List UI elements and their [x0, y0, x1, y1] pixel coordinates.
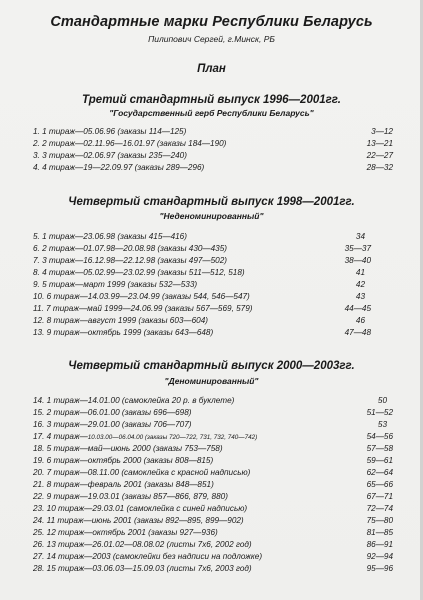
item-text: 19. 6 тираж—октябрь 2000 (заказы 808—815) — [33, 456, 214, 465]
page-range: 65—66 — [366, 480, 393, 489]
page-range: 44—45 — [344, 304, 371, 313]
item-text: 14. 1 тираж—14.01.00 (самоклейка 20 р. в буклете) — [33, 396, 235, 405]
list-item — [33, 279, 393, 290]
item-text: 9. 5 тираж—март 1999 (заказы 532—533) — [33, 280, 198, 289]
page-range: 34 — [355, 232, 365, 241]
item-text: 23. 10 тираж—29.03.01 (самоклейка с синей надписью) — [33, 504, 248, 513]
item-text: 11. 7 тираж—май 1999—24.06.99 (заказы 567—569, 579) — [33, 304, 253, 313]
page-range: 53 — [377, 420, 387, 429]
list-item — [33, 395, 393, 406]
item-text: 3. 3 тираж—02.06.97 (заказы 235—240) — [33, 151, 187, 160]
list-item — [33, 527, 393, 538]
page-range: 42 — [355, 280, 365, 289]
list-item — [33, 303, 393, 314]
list-item — [33, 138, 393, 149]
page-range: 92—94 — [366, 552, 393, 561]
item-detail: 10.03.00—06.04.00 (заказы 720—722, 731, 732, 740—742) — [87, 434, 258, 441]
list-item — [33, 150, 393, 161]
list-item — [33, 327, 393, 338]
section-2-subtitle: "Неденоминированный" — [159, 211, 264, 221]
list-item — [33, 467, 393, 478]
section-3-subtitle: "Деноминированный" — [164, 376, 259, 386]
item-text: 28. 15 тираж—03.06.03—15.09.03 (листы 7х6, 2003 год) — [33, 564, 252, 573]
list-item — [33, 431, 393, 442]
list-item — [33, 291, 393, 302]
page-range: 67—71 — [366, 492, 393, 501]
item-text: 12. 8 тираж—август 1999 (заказы 603—604) — [33, 316, 208, 325]
list-item — [33, 255, 393, 266]
item-text: 2. 2 тираж—02.11.96—16.01.97 (заказы 184—190) — [33, 139, 227, 148]
item-text: 16. 3 тираж—29.01.00 (заказы 706—707) — [33, 420, 192, 429]
page-range: 51—52 — [366, 408, 393, 417]
page-range: 46 — [355, 316, 365, 325]
page-range: 95—96 — [366, 564, 393, 573]
item-text: 10. 6 тираж—14.03.99—23.04.99 (заказы 544, 546—547) — [33, 292, 250, 301]
page-range: 13—21 — [366, 139, 393, 148]
page-range: 47—48 — [344, 328, 371, 337]
item-text: 27. 14 тираж—2003 (самоклейки без надписи на подложке) — [33, 552, 263, 561]
page-range: 57—58 — [366, 444, 393, 453]
plan-heading: План — [197, 63, 226, 75]
page-range: 72—74 — [366, 504, 393, 513]
page-range: 54—56 — [366, 432, 393, 441]
item-text: 17. 4 тираж—10.03.00—06.04.00 (заказы 720—722, 731, 732, 740—742) — [33, 432, 258, 441]
list-item — [33, 479, 393, 490]
page-range: 41 — [355, 268, 365, 277]
item-text: 4. 4 тираж—19—22.09.97 (заказы 289—296) — [33, 163, 205, 172]
item-text: 6. 2 тираж—01.07.98—20.08.98 (заказы 430—435) — [33, 244, 228, 253]
page-range: 75—80 — [366, 516, 393, 525]
item-text: 22. 9 тираж—19.03.01 (заказы 857—866, 879, 880) — [33, 492, 228, 501]
page-range: 50 — [377, 396, 387, 405]
item-text: 25. 12 тираж—октябрь 2001 (заказы 927—936) — [33, 528, 218, 537]
section-3-title: Четвертый стандартный выпуск 2000—2003гг. — [68, 360, 355, 372]
item-text: 26. 13 тираж—26.01.02—08.08.02 (листы 7х6, 2002 год) — [33, 540, 252, 549]
page-range: 38—40 — [344, 256, 371, 265]
page-range: 62—64 — [366, 468, 393, 477]
list-item — [33, 491, 393, 502]
page-range: 3—12 — [371, 127, 393, 136]
list-item — [33, 231, 393, 242]
page-title: Стандартные марки Республики Беларусь — [50, 14, 373, 30]
page-range: 35—37 — [344, 244, 371, 253]
page-range: 86—91 — [366, 540, 393, 549]
item-text: 24. 11 тираж—июнь 2001 (заказы 892—895, 899—902) — [33, 516, 244, 525]
page-range: 43 — [355, 292, 365, 301]
list-item — [33, 267, 393, 278]
list-item — [33, 419, 393, 430]
item-text: 18. 5 тираж—май—июнь 2000 (заказы 753—758) — [33, 444, 223, 453]
page-range: 81—85 — [366, 528, 393, 537]
list-item — [33, 126, 393, 137]
section-2-title: Четвертый стандартный выпуск 1998—2001гг. — [68, 196, 355, 208]
list-item — [33, 551, 393, 562]
page-range: 59—61 — [366, 456, 393, 465]
list-item — [33, 162, 393, 173]
section-1-title: Третий стандартный выпуск 1996—2001гг. — [82, 94, 341, 106]
item-text: 15. 2 тираж—06.01.00 (заказы 696—698) — [33, 408, 192, 417]
item-text: 21. 8 тираж—февраль 2001 (заказы 848—851) — [33, 480, 214, 489]
list-item — [33, 539, 393, 550]
list-item — [33, 443, 393, 454]
item-text: 1. 1 тираж—05.06.96 (заказы 114—125) — [33, 127, 187, 136]
list-item — [33, 455, 393, 466]
item-text: 13. 9 тираж—октябрь 1999 (заказы 643—648) — [33, 328, 214, 337]
page-range: 22—27 — [366, 151, 393, 160]
list-item — [33, 315, 393, 326]
list-item — [33, 407, 393, 418]
item-text: 5. 1 тираж—23.06.98 (заказы 415—416) — [33, 232, 187, 241]
item-text: 7. 3 тираж—16.12.98—22.12.98 (заказы 497—502) — [33, 256, 228, 265]
author-line: Пилипович Сергей, г.Минск, РБ — [148, 34, 275, 44]
list-item — [33, 243, 393, 254]
item-text: 20. 7 тираж—08.11.00 (самоклейка с красной надписью) — [33, 468, 251, 477]
list-item — [33, 503, 393, 514]
list-item — [33, 515, 393, 526]
section-1-subtitle: "Государственный герб Республики Беларусь" — [109, 108, 314, 118]
item-text: 8. 4 тираж—05.02.99—23.02.99 (заказы 511—512, 518) — [33, 268, 245, 277]
page-range: 28—32 — [366, 163, 393, 172]
list-item — [33, 563, 393, 574]
